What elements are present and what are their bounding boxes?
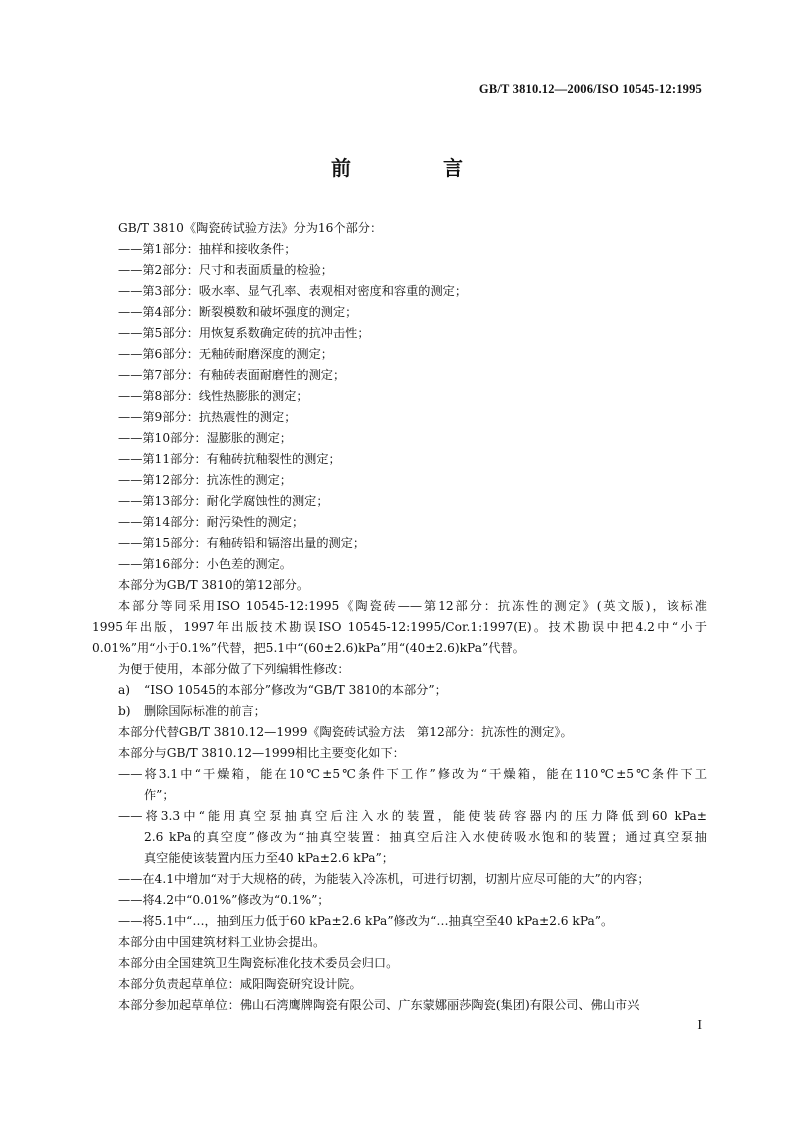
list-item: ——第9部分：抗热震性的测定；	[118, 410, 297, 424]
changes-list	[92, 764, 707, 932]
list-item: ——第4部分：断裂模数和破坏强度的测定；	[118, 305, 358, 319]
changes-intro: 本部分与GB/T 3810.12—1999相比主要变化如下：	[118, 746, 405, 760]
list-item: ——第12部分：抗冻性的测定；	[118, 473, 292, 487]
intro-paragraph: GB/T 3810《陶瓷砖试验方法》分为16个部分：	[118, 221, 383, 235]
part-statement: 本部分为GB/T 3810的第12部分。	[118, 578, 310, 592]
editorial-item-label: a)	[118, 683, 131, 697]
adoption-line: 本部分等同采用ISO 10545-12:1995《陶瓷砖——第12部分：抗冻性的测定》(英文版)，该标准	[118, 599, 707, 613]
list-item: ——第15部分：有釉砖铅和镉溶出量的测定；	[118, 536, 366, 550]
standard-number-header: GB/T 3810.12—2006/ISO 10545-12:1995	[478, 82, 702, 96]
editorial-item-label: b)	[118, 704, 131, 718]
change-item	[92, 911, 707, 932]
change-line: ——将4.2中“0.01%”修改为“0.1%”；	[118, 893, 330, 907]
change-line: ——在4.1中增加“对于大规格的砖，为能装入冷冻机，可进行切割，切割片应尽可能的大”的内容；	[118, 872, 650, 886]
managed-by: 本部分由全国建筑卫生陶瓷标准化技术委员会归口。	[118, 956, 399, 970]
adoption-line: 0.01%”用“小于0.1%”代替，把5.1中“(60±2.6)kPa”用“(40±2.6)kPa”代替。	[92, 641, 525, 655]
foreword-body	[92, 218, 707, 1016]
list-item: ——第8部分：线性热膨胀的测定；	[118, 389, 309, 403]
change-line: ——将3.1中“干燥箱，能在10℃±5℃条件下工作”修改为“干燥箱，能在110℃±5℃条件下工	[118, 767, 707, 781]
editorial-item	[92, 680, 707, 701]
replaces-statement: 本部分代替GB/T 3810.12—1999《陶瓷砖试验方法 第12部分：抗冻性的测定》。	[118, 725, 573, 739]
list-item: ——第11部分：有釉砖抗釉裂性的测定；	[118, 452, 341, 466]
list-item: ——第16部分：小色差的测定。	[118, 557, 292, 571]
change-line: 真空能使该装置内压力至40 kPa±2.6 kPa”；	[144, 851, 394, 865]
change-line: ——将3.3中“能用真空泵抽真空后注入水的装置，能使装砖容器内的压力降低到60 kPa±	[118, 809, 707, 823]
change-item	[92, 869, 707, 890]
participants: 本部分参加起草单位：佛山石湾鹰牌陶瓷有限公司、广东蒙娜丽莎陶瓷(集团)有限公司、佛山市兴	[118, 998, 640, 1012]
list-item: ——第7部分：有釉砖表面耐磨性的测定；	[118, 368, 346, 382]
proposed-by: 本部分由中国建筑材料工业协会提出。	[118, 935, 326, 949]
change-item	[92, 764, 707, 806]
editorial-intro: 为便于使用，本部分做了下列编辑性修改：	[118, 662, 350, 676]
change-line: 2.6 kPa的真空度”修改为“抽真空装置：抽真空后注入水使砖吸水饱和的装置；通过真空泵抽	[144, 830, 707, 844]
adoption-line: 1995年出版，1997年出版技术勘误ISO 10545-12:1995/Cor.1:1997(E)。技术勘误中把4.2中“小于	[92, 620, 707, 634]
drafted-by: 本部分负责起草单位：咸阳陶瓷研究设计院。	[118, 977, 362, 991]
editorial-item-text: “ISO 10545的本部分”修改为“GB/T 3810的本部分”；	[144, 683, 447, 697]
list-item: ——第2部分：尺寸和表面质量的检验；	[118, 263, 333, 277]
change-item	[92, 890, 707, 911]
change-line: ——将5.1中“…，抽到压力低于60 kPa±2.6 kPa”修改为“…抽真空至40 kPa±2.6 kPa”。	[118, 914, 614, 928]
editorial-item-text: 删除国际标准的前言；	[144, 704, 266, 718]
list-item: ——第10部分：湿膨胀的测定；	[118, 431, 292, 445]
change-item	[92, 806, 707, 869]
change-line: 作”；	[144, 788, 175, 802]
list-item: ——第13部分：耐化学腐蚀性的测定；	[118, 494, 329, 508]
page-number: I	[697, 1018, 702, 1033]
editorial-item	[92, 701, 707, 722]
list-item: ——第1部分：抽样和接收条件；	[118, 242, 297, 256]
page-title: 前 言	[331, 156, 499, 180]
list-item: ——第6部分：无釉砖耐磨深度的测定；	[118, 347, 333, 361]
list-item: ——第14部分：耐污染性的测定；	[118, 515, 305, 529]
list-item: ——第5部分：用恢复系数确定砖的抗冲击性；	[118, 326, 370, 340]
adoption-paragraph	[92, 596, 707, 659]
list-item: ——第3部分：吸水率、显气孔率、表观相对密度和容重的测定；	[118, 284, 468, 298]
parts-list	[92, 239, 707, 575]
